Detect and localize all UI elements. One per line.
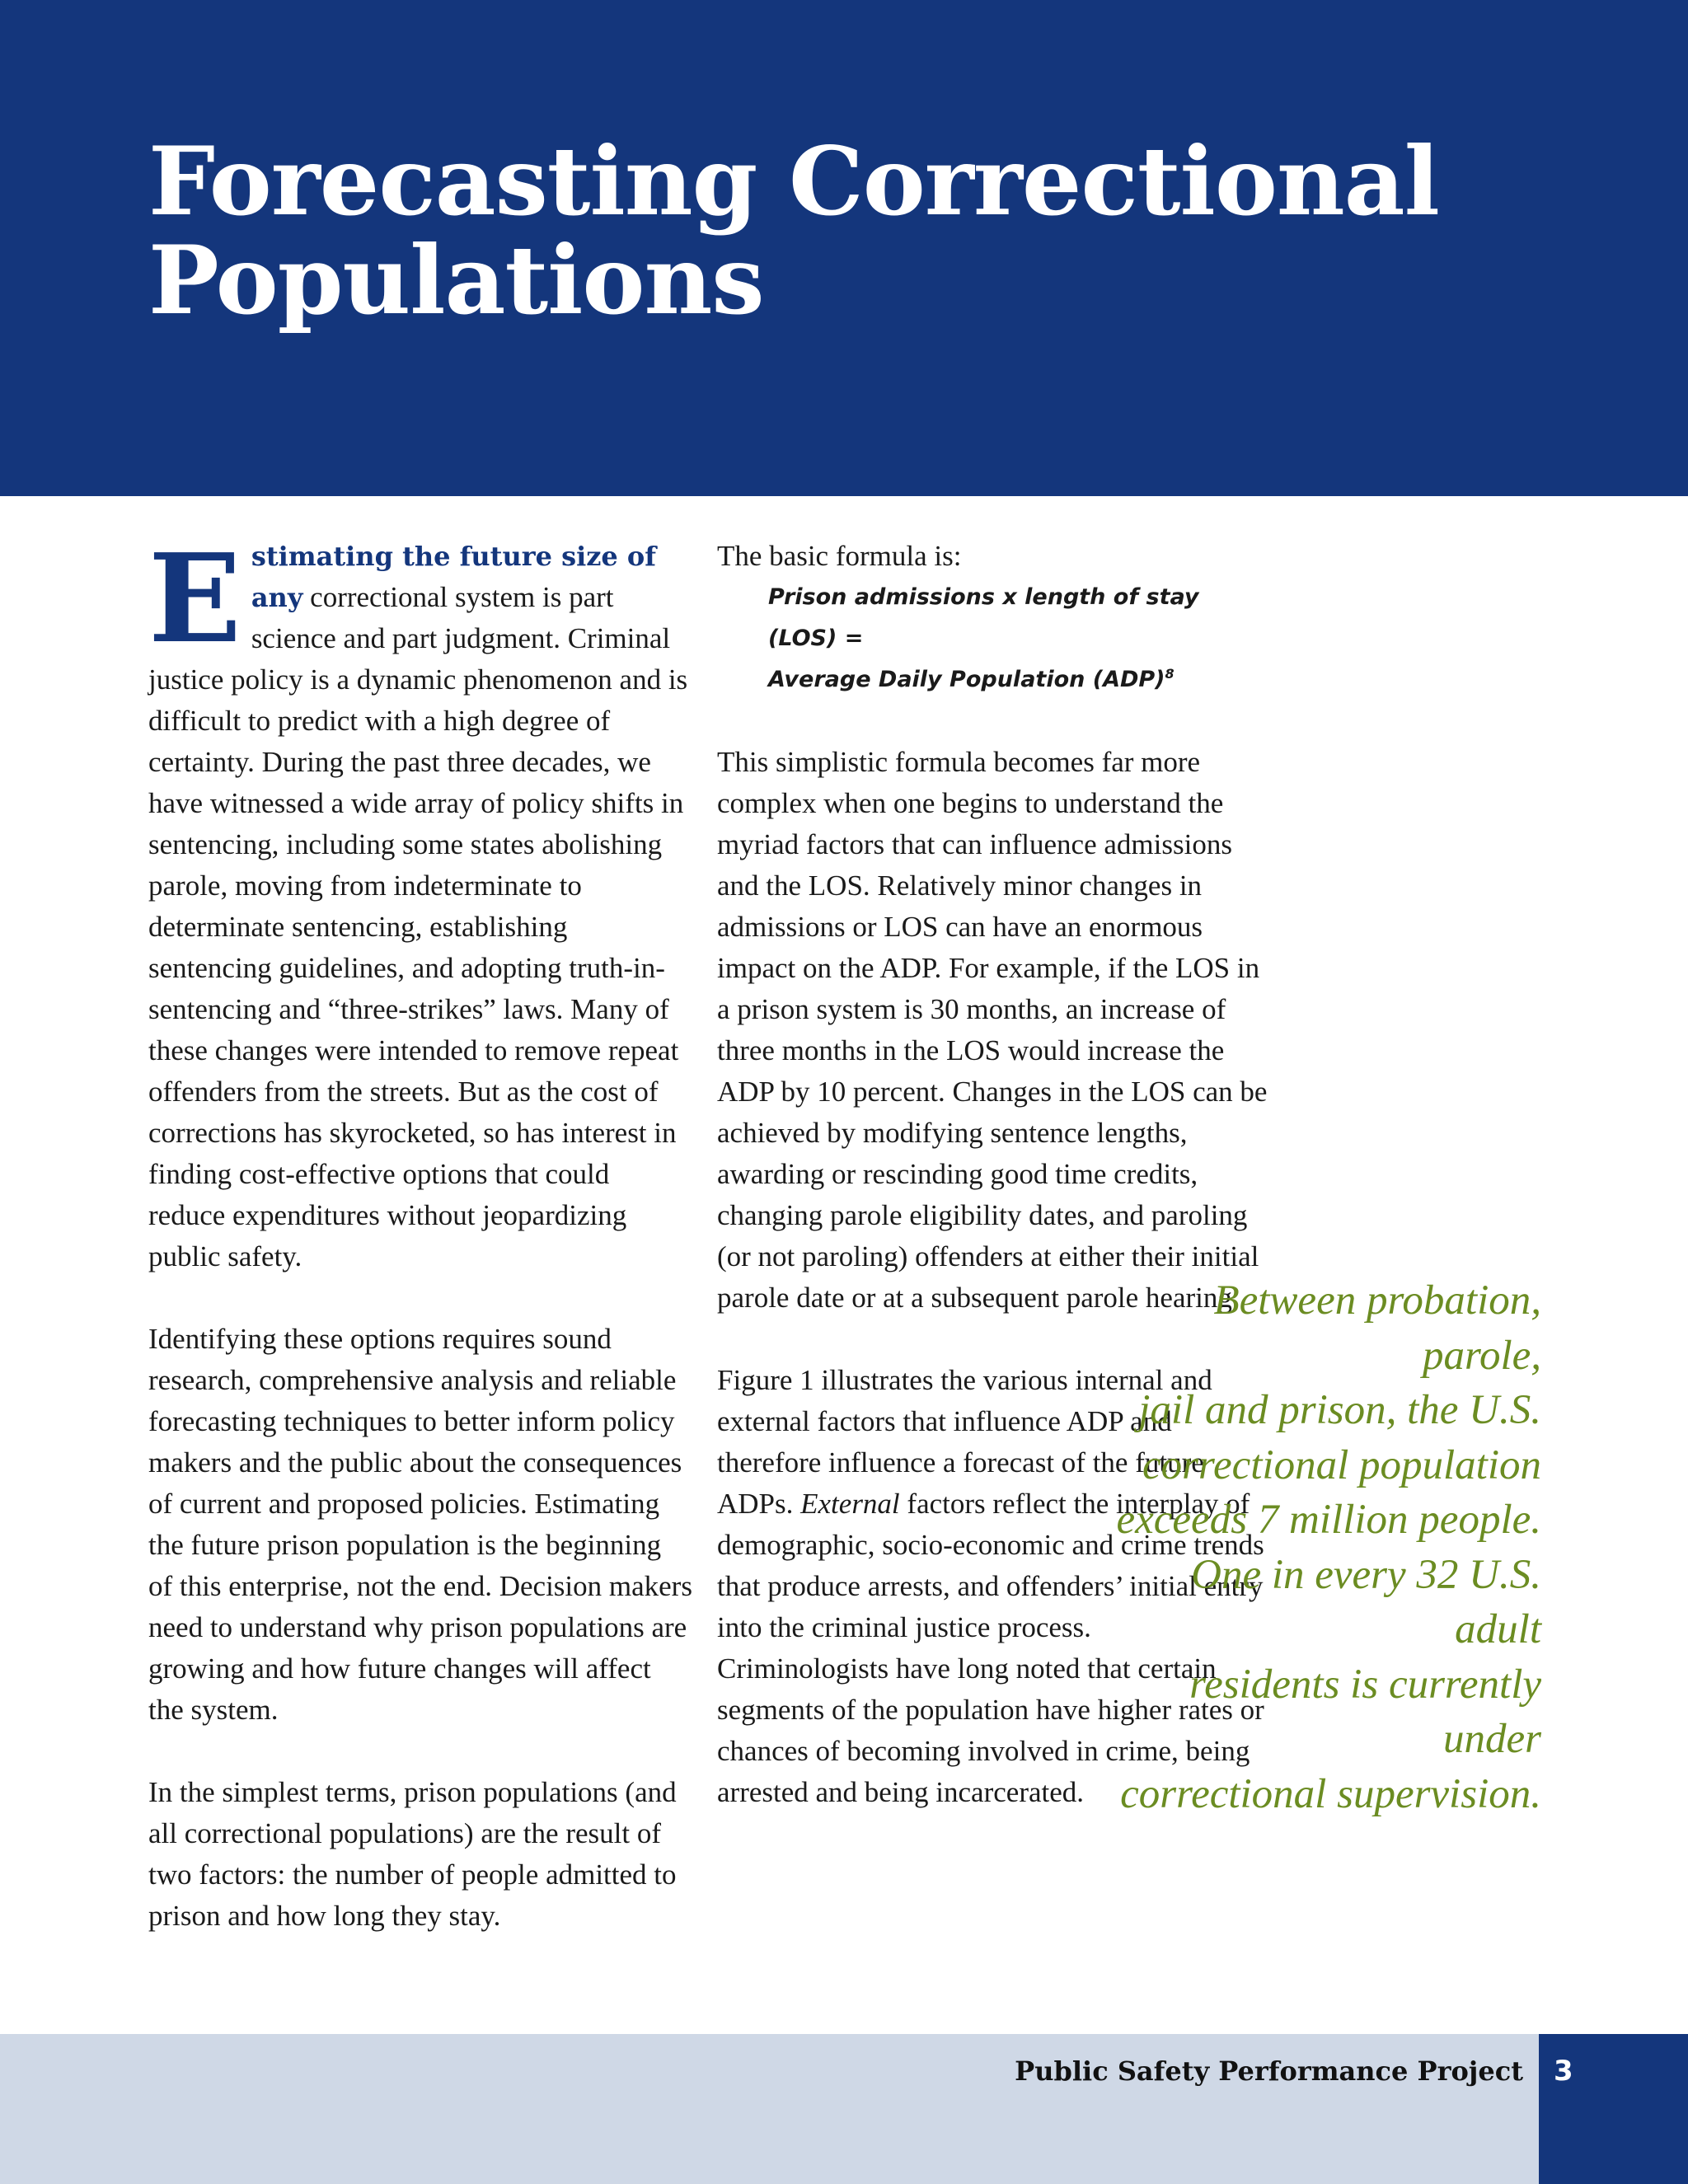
external-emphasis: External xyxy=(800,1488,900,1520)
formula-line1: Prison admissions x length of stay (LOS) = xyxy=(768,584,1199,651)
lead-in: stimating the future size of any xyxy=(251,541,657,613)
pullquote-line: residents is currently under xyxy=(1189,1661,1541,1762)
pullquote-line: Between probation, parole, xyxy=(1213,1277,1541,1379)
page-title-line1: Forecasting Correctional xyxy=(148,126,1439,237)
figure-paragraph-start: Figure 1 illustrates the various internal and external factors that influence ADP and therefore influence a forecast of the future ADPs. xyxy=(717,1364,1212,1520)
formula-paragraph-text: This simplistic formula becomes far more complex when one begins to understand the myriad factors that can influence admissions and the LOS. Relatively minor changes in admissions or LOS can have an enormous impact on the ADP. For example, if the LOS in a prison system is 30 months, an increase of three months in the LOS would increase the ADP by 10 percent. Changes in the LOS can be achieved by modifying sentence lengths, awarding or rescinding good time credits, changing parole eligibility dates, and paroling (or not paroling) offenders at either their initial parole date or at a subsequent parole hearing. xyxy=(717,746,1268,1314)
page-number: 3 xyxy=(1554,2055,1573,2088)
formula-footnote: 8 xyxy=(1165,666,1175,682)
pullquote-line: jail and prison, the U.S. xyxy=(1138,1387,1541,1433)
formula-intro: The basic formula is: xyxy=(717,540,962,572)
dropcap: E xyxy=(148,527,241,670)
pullquote-line: One in every 32 U.S. adult xyxy=(1191,1551,1541,1652)
page-title-line2: Populations xyxy=(148,225,764,335)
pullquote-line: correctional population xyxy=(1142,1441,1541,1488)
formula-line2: Average Daily Population (ADP) xyxy=(768,667,1165,692)
formula xyxy=(768,577,1269,701)
header-band xyxy=(0,0,1688,496)
pullquote xyxy=(1104,1273,1541,1821)
left-column xyxy=(148,527,692,1978)
pullquote-line: exceeds 7 million people. xyxy=(1116,1497,1541,1543)
simplest-terms-paragraph: In the simplest terms, prison populations (and all correctional populations) are the result of two factors: the number of people admitted to prison and how long they stay. xyxy=(148,1776,677,1932)
pullquote-line: correctional supervision. xyxy=(1120,1770,1541,1817)
page-title xyxy=(148,126,1648,335)
intro-paragraph xyxy=(148,527,692,1277)
formula-paragraph xyxy=(717,742,1269,1319)
footer-label: Public Safety Performance Project xyxy=(1015,2055,1523,2087)
options-paragraph: Identifying these options requires sound research, comprehensive analysis and reliable forecasting techniques to better inform policy makers and the public about the consequences of current and proposed policies. Estimating the future prison population is the beginning of this enterprise, not the end. Decision makers need to understand why prison populations are growing and how future changes will affect the system. xyxy=(148,1323,692,1726)
intro-paragraph-text: correctional system is part science and part judgment. Criminal justice policy is a dynamic phenomenon and is difficult to predict with a high degree of certainty. During the past three decades, we have witnessed a wide array of policy shifts in sentencing, including some states abolishing parole, moving from indeterminate to determinate sentencing, establishing sentencing guidelines, and adopting truth-in-sentencing and “three-strikes” laws. Many of these changes were intended to remove repeat offenders from the streets. But as the cost of corrections has skyrocketed, so has interest in finding cost-effective options that could reduce expenditures without jeopardizing public safety. xyxy=(148,581,688,1272)
figure-paragraph-end: factors reflect the interplay of demographic, socio-economic and crime trends that produce arrests, and offenders’ initial entry into the criminal justice process. Criminologists have long noted that certain segments of the population have higher rates or chances of becoming involved in crime, being arrested and being incarcerated. xyxy=(717,1488,1264,1808)
